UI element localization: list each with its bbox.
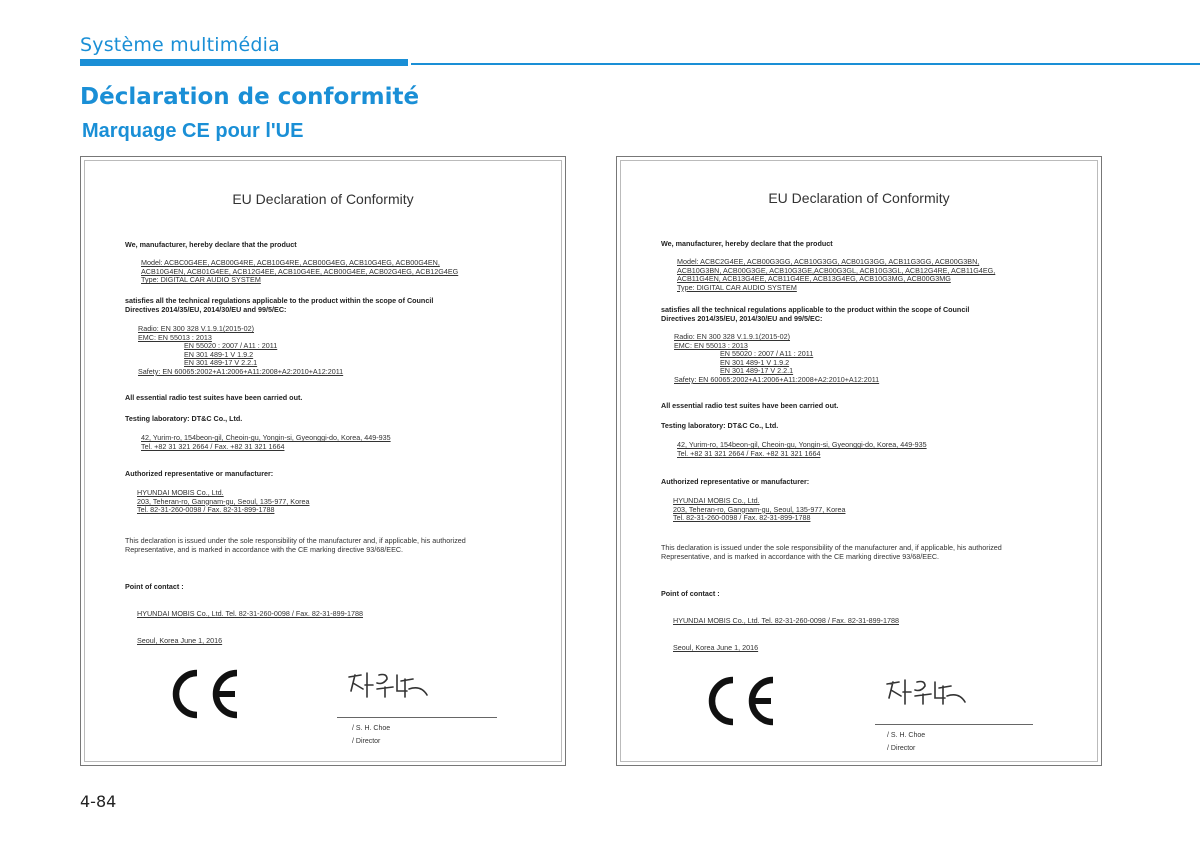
lab-line: 42, Yurim-ro, 154beon-gil, Cheoin-gu, Yongin-si, Gyeonggi-do, Korea, 449-935 <box>677 440 927 449</box>
disclaimer-line: This declaration is issued under the sole responsibility of the manufacturer and, if applicable, his authorized <box>125 536 466 545</box>
contact-line: HYUNDAI MOBIS Co., Ltd. Tel. 82-31-260-0098 / Fax. 82-31-899-1788 <box>137 609 363 618</box>
contact-line: HYUNDAI MOBIS Co., Ltd. Tel. 82-31-260-0098 / Fax. 82-31-899-1788 <box>673 616 899 625</box>
signer-title: / Director <box>887 745 916 752</box>
satisfies-block <box>661 306 969 323</box>
standard-line: EN 301 489-1 V 1.9.2 <box>184 349 254 359</box>
disclaimer-line: Representative, and is marked in accordance with the CE marking directive 93/68/EEC. <box>661 551 940 561</box>
standard-line: Safety: EN 60065:2002+A1:2006+A11:2008+A2:2010+A12:2011 <box>138 366 344 376</box>
section-label: Système multimédia <box>80 34 280 56</box>
type-line: Type: DIGITAL CAR AUDIO SYSTEM <box>677 282 797 292</box>
disclaimer <box>125 537 466 554</box>
disclaimer <box>661 544 1002 561</box>
signature-line <box>337 717 497 718</box>
signature-image <box>881 674 971 714</box>
rep-address <box>673 497 845 523</box>
rep-label: Authorized representative or manufacturer: <box>125 469 274 478</box>
signer-name: / S. H. Choe <box>887 732 926 739</box>
lab-address <box>141 434 391 451</box>
section-rule-thin <box>411 63 1200 65</box>
satisfies-line: Directives 2014/35/EU, 2014/30/EU and 99/5/EC: <box>661 313 823 323</box>
lab-line: Tel. +82 31 321 2664 / Fax. +82 31 321 1664 <box>141 441 285 451</box>
standard-line: Radio: EN 300 328 V.1.9.1(2015-02) <box>674 332 791 341</box>
standard-line: EN 301 489-1 V 1.9.2 <box>720 357 790 367</box>
place-date: Seoul, Korea June 1, 2016 <box>137 636 223 645</box>
type-line: Type: DIGITAL CAR AUDIO SYSTEM <box>141 275 261 285</box>
model-line: ACB10G3BN, ACB00G3GE, ACB10G3GE,ACB00G3GL, ACB10G3GL, ACB12G4RE, ACB11G4EG, <box>677 265 996 275</box>
place-date: Seoul, Korea June 1, 2016 <box>673 643 759 652</box>
standard-line: EN 55020 : 2007 / A11 : 2011 <box>720 349 814 359</box>
model-line: ACB11G4EN, ACB13G4EE, ACB11G4EE, ACB13G4EG, ACB10G3MG, ACB00G3MG <box>677 274 951 284</box>
rep-label: Authorized representative or manufacturer: <box>661 477 810 486</box>
disclaimer-line: Representative, and is marked in accordance with the CE marking directive 93/68/EEC. <box>125 544 404 554</box>
page-title: Déclaration de conformité <box>80 84 420 110</box>
declaration-title: EU Declaration of Conformity <box>232 191 414 207</box>
radio-tests: All essential radio test suites have been carried out. <box>661 401 839 410</box>
standard-line: EMC: EN 55013 : 2013 <box>138 332 212 342</box>
page-number: 4-84 <box>80 792 117 811</box>
rep-line: 203, Teheran-ro, Gangnam-gu, Seoul, 135-977, Korea <box>673 504 846 514</box>
signer-block <box>887 729 925 755</box>
declaration-intro: We, manufacturer, hereby declare that the product <box>661 239 833 248</box>
radio-tests: All essential radio test suites have been carried out. <box>125 393 303 402</box>
model-line: ACB10G4EN, ACB01G4EE, ACB12G4EE, ACB10G4EE, ACB00G4EE, ACB02G4EG, ACB12G4EG <box>141 266 459 276</box>
declaration-right <box>616 156 1102 766</box>
standard-line: EN 55020 : 2007 / A11 : 2011 <box>184 341 278 351</box>
lab-label: Testing laboratory: DT&C Co., Ltd. <box>125 414 243 423</box>
signature-image <box>343 667 433 707</box>
rep-line: Tel. 82-31-260-0098 / Fax. 82-31-899-1788 <box>673 513 811 523</box>
declaration-left <box>80 156 566 766</box>
model-block <box>141 259 458 285</box>
satisfies-line: Directives 2014/35/EU, 2014/30/EU and 99/5/EC: <box>125 304 287 314</box>
declaration-intro: We, manufacturer, hereby declare that the product <box>125 240 297 249</box>
disclaimer-line: This declaration is issued under the sole responsibility of the manufacturer and, if applicable, his authorized <box>661 543 1002 552</box>
satisfies-block <box>125 297 433 314</box>
lab-label: Testing laboratory: DT&C Co., Ltd. <box>661 421 779 430</box>
contact-label: Point of contact : <box>125 582 184 591</box>
satisfies-line: satisfies all the technical regulations applicable to the product within the scope of Council <box>125 296 434 305</box>
signature-line <box>875 724 1033 725</box>
standards-list <box>674 333 879 385</box>
section-rule-thick <box>80 59 408 66</box>
page-subtitle: Marquage CE pour l'UE <box>82 120 304 142</box>
signer-block <box>352 722 390 748</box>
rep-line: HYUNDAI MOBIS Co., Ltd. <box>137 488 224 497</box>
lab-address <box>677 441 927 458</box>
model-line: Model: ACBC0G4EE, ACB00G4RE, ACB10G4RE, ACB00G4EG, ACB10G4EG, ACB00G4EN, <box>141 258 440 267</box>
rep-line: 203, Teheran-ro, Gangnam-gu, Seoul, 135-977, Korea <box>137 496 310 506</box>
rep-line: HYUNDAI MOBIS Co., Ltd. <box>673 496 760 505</box>
lab-line: Tel. +82 31 321 2664 / Fax. +82 31 321 1664 <box>677 448 821 458</box>
ce-mark <box>167 667 243 721</box>
declaration-title: EU Declaration of Conformity <box>768 190 950 206</box>
model-line: Model: ACBC2G4EE, ACB00G3GG, ACB10G3GG, ACB01G3GG, ACB11G3GG, ACB00G3BN, <box>677 257 980 266</box>
standard-line: EN 301 489-17 V 2.2.1 <box>720 366 794 376</box>
satisfies-line: satisfies all the technical regulations applicable to the product within the scope of Council <box>661 305 970 314</box>
ce-mark <box>703 674 779 728</box>
standard-line: Radio: EN 300 328 V.1.9.1(2015-02) <box>138 324 255 333</box>
rep-address <box>137 489 309 515</box>
contact-label: Point of contact : <box>661 589 720 598</box>
signer-title: / Director <box>352 738 381 745</box>
standard-line: Safety: EN 60065:2002+A1:2006+A11:2008+A2:2010+A12:2011 <box>674 374 880 384</box>
standard-line: EN 301 489-17 V 2.2.1 <box>184 358 258 368</box>
model-block <box>677 258 995 292</box>
standards-list <box>138 325 343 377</box>
standard-line: EMC: EN 55013 : 2013 <box>674 340 748 350</box>
signer-name: / S. H. Choe <box>352 725 391 732</box>
rep-line: Tel. 82-31-260-0098 / Fax. 82-31-899-1788 <box>137 505 275 515</box>
lab-line: 42, Yurim-ro, 154beon-gil, Cheoin-gu, Yongin-si, Gyeonggi-do, Korea, 449-935 <box>141 433 391 442</box>
